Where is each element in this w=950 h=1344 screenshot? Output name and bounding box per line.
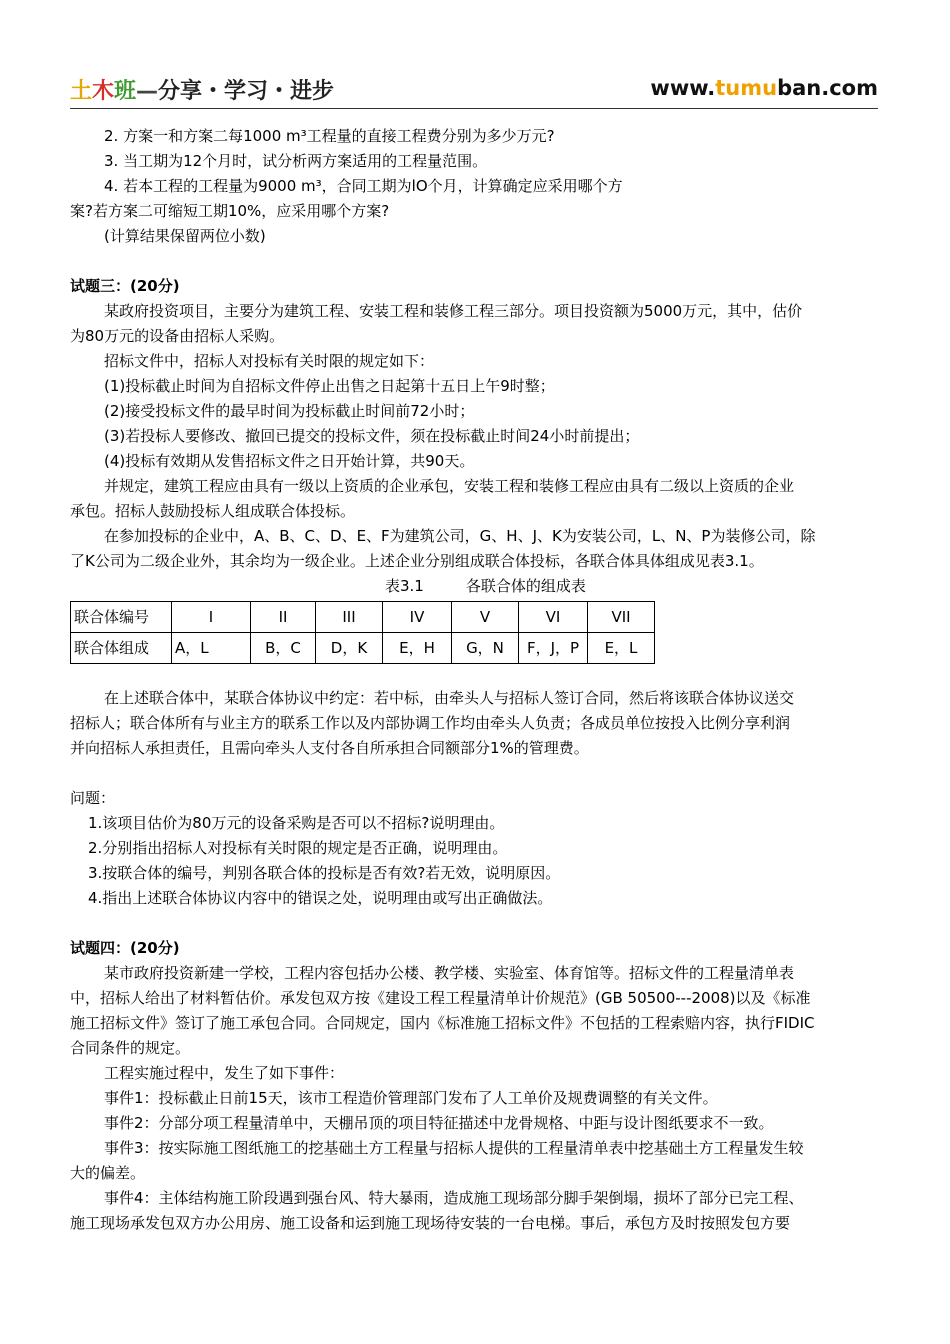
s3-para2: 招标文件中，招标人对投标有关时限的规定如下： — [104, 352, 435, 370]
section-4-title: 试题四：(20分) — [70, 939, 180, 957]
page-header — [70, 70, 878, 109]
table-cell-id: VII — [588, 602, 655, 633]
s4-event-1: 事件1：投标截止日前15天，该市工程造价管理部门发布了人工单价及规费调整的有关文件。 — [104, 1089, 718, 1107]
s4-event-4-line1: 事件4：主体结构施工阶段遇到强台风、特大暴雨，造成施工现场部分脚手架倒塌，损坏了部分已完工程、 — [104, 1189, 804, 1207]
table-row-ids — [71, 602, 655, 633]
site-url — [650, 76, 878, 100]
table-header-members: 联合体组成 — [71, 633, 172, 664]
table-cell-members: E，L — [588, 633, 655, 664]
table-cell-id: II — [251, 602, 316, 633]
question-4-line2: 案?若方案二可缩短工期10%，应采用哪个方案? — [70, 202, 390, 220]
s3-rule-3: (3)若投标人要修改、撤回已提交的投标文件，须在投标截止时间24小时前提出； — [104, 427, 640, 445]
s3-para5-line3: 并向招标人承担责任，且需向牵头人支付各自所承担合同额部分1%的管理费。 — [70, 739, 589, 757]
table-cell-id: V — [452, 602, 519, 633]
s3-rule-4: (4)投标有效期从发售招标文件之日开始计算，共90天。 — [104, 452, 475, 470]
brand-logo — [70, 74, 334, 105]
s4-event-3-line1: 事件3：按实际施工图纸施工的挖基础土方工程量与招标人提供的工程量清单表中挖基础土方工程量发生较 — [104, 1139, 804, 1157]
table-cell-members: B，C — [251, 633, 316, 664]
s3-para4-line1: 在参加投标的企业中，A、B、C、D、E、F为建筑公司，G、H、J、K为安装公司，L、N、P为装修公司，除 — [104, 527, 816, 545]
s3-para3-line2: 承包。招标人鼓励投标人组成联合体投标。 — [70, 502, 356, 520]
site-url-mid: ban — [777, 76, 822, 100]
s4-para1-line4: 合同条件的规定。 — [70, 1039, 191, 1057]
s4-para2: 工程实施过程中，发生了如下事件： — [104, 1064, 345, 1082]
brand-dash: — — [136, 79, 159, 104]
s3-rule-1: (1)投标截止时间为自招标文件停止出售之日起第十五日上午9时整； — [104, 377, 555, 395]
s4-event-4-line2: 施工现场承发包双方办公用房、施工设备和运到施工现场待安装的一台电梯。事后，承包方及时按照发包方要 — [70, 1214, 791, 1232]
section-3-title: 试题三：(20分) — [70, 277, 180, 295]
question-4-line1: 4. 若本工程的工程量为9000 m³，合同工期为lO个月，计算确定应采用哪个方 — [104, 177, 623, 195]
brand-char-1: 土 — [70, 79, 93, 104]
s3-question-2: 2.分别指出招标人对投标有关时限的规定是否正确，说明理由。 — [88, 839, 508, 857]
question-3: 3. 当工期为12个月时，试分析两方案适用的工程量范围。 — [104, 152, 488, 170]
brand-char-3: 班 — [114, 79, 137, 104]
site-url-prefix: www. — [650, 76, 716, 100]
s3-question-1: 1.该项目估价为80万元的设备采购是否可以不招标?说明理由。 — [88, 814, 505, 832]
s3-para1-line1: 某政府投资项目，主要分为建筑工程、安装工程和装修工程三部分。项目投资额为5000万元，其中，估价 — [104, 302, 803, 320]
table-cell-members: E，H — [383, 633, 452, 664]
site-url-highlight: tumu — [715, 76, 778, 100]
s4-event-3-line2: 大的偏差。 — [70, 1164, 146, 1182]
table-caption — [70, 574, 880, 599]
s3-para5-line1: 在上述联合体中，某联合体协议中约定：若中标，由牵头人与招标人签订合同，然后将该联合体协议送交 — [104, 689, 795, 707]
s3-para4-line2: 了K公司为二级企业外，其余均为一级企业。上述企业分别组成联合体投标，各联合体具体组成见表3.1。 — [70, 552, 764, 570]
table-cell-id: I — [172, 602, 251, 633]
table-cell-members: G，N — [452, 633, 519, 664]
table-caption-number: 表3.1 — [385, 577, 424, 595]
s3-para3-line1: 并规定，建筑工程应由具有一级以上资质的企业承包，安装工程和装修工程应由具有二级以上资质的企业 — [104, 477, 795, 495]
document-body — [70, 124, 880, 1236]
table-cell-members: D，K — [316, 633, 383, 664]
site-url-suffix: .com — [821, 76, 878, 100]
s3-para1-line2: 为80万元的设备由招标人采购。 — [70, 327, 285, 345]
s3-question-3: 3.按联合体的编号，判别各联合体的投标是否有效?若无效，说明原因。 — [88, 864, 561, 882]
consortium-table — [70, 601, 655, 664]
table-caption-title: 各联合体的组成表 — [465, 577, 586, 595]
s3-para5-line2: 招标人；联合体所有与业主方的联系工作以及内部协调工作均由牵头人负责；各成员单位按投入比例分享利润 — [70, 714, 791, 732]
brand-char-2: 木 — [92, 79, 115, 104]
table-cell-id: VI — [519, 602, 588, 633]
s4-event-2: 事件2：分部分项工程量清单中，天棚吊顶的项目特征描述中龙骨规格、中距与设计图纸要求不一致。 — [104, 1114, 774, 1132]
questions-label: 问题： — [70, 789, 116, 807]
s3-question-4: 4.指出上述联合体协议内容中的错误之处，说明理由或写出正确做法。 — [88, 889, 553, 907]
table-row-members — [71, 633, 655, 664]
table-cell-members: F，J，P — [519, 633, 588, 664]
table-cell-members: A，L — [172, 633, 251, 664]
calc-note: (计算结果保留两位小数) — [104, 227, 266, 245]
question-2: 2. 方案一和方案二每1000 m³工程量的直接工程费分别为多少万元? — [104, 127, 555, 145]
table-cell-id: III — [316, 602, 383, 633]
table-cell-id: IV — [383, 602, 452, 633]
table-header-id: 联合体编号 — [71, 602, 172, 633]
s3-rule-2: (2)接受投标文件的最早时间为投标截止时间前72小时； — [104, 402, 475, 420]
brand-slogan: 分享・学习・进步 — [158, 79, 335, 104]
s4-para1-line2: 中，招标人给出了材料暂估价。承发包双方按《建设工程工程量清单计价规范》(GB 50500---2008)以及《标准 — [70, 989, 811, 1007]
s4-para1-line1: 某市政府投资新建一学校，工程内容包括办公楼、教学楼、实验室、体育馆等。招标文件的工程量清单表 — [104, 964, 795, 982]
s4-para1-line3: 施工招标文件》签订了施工承包合同。合同规定，国内《标准施工招标文件》不包括的工程索赔内容，执行FIDIC — [70, 1014, 815, 1032]
